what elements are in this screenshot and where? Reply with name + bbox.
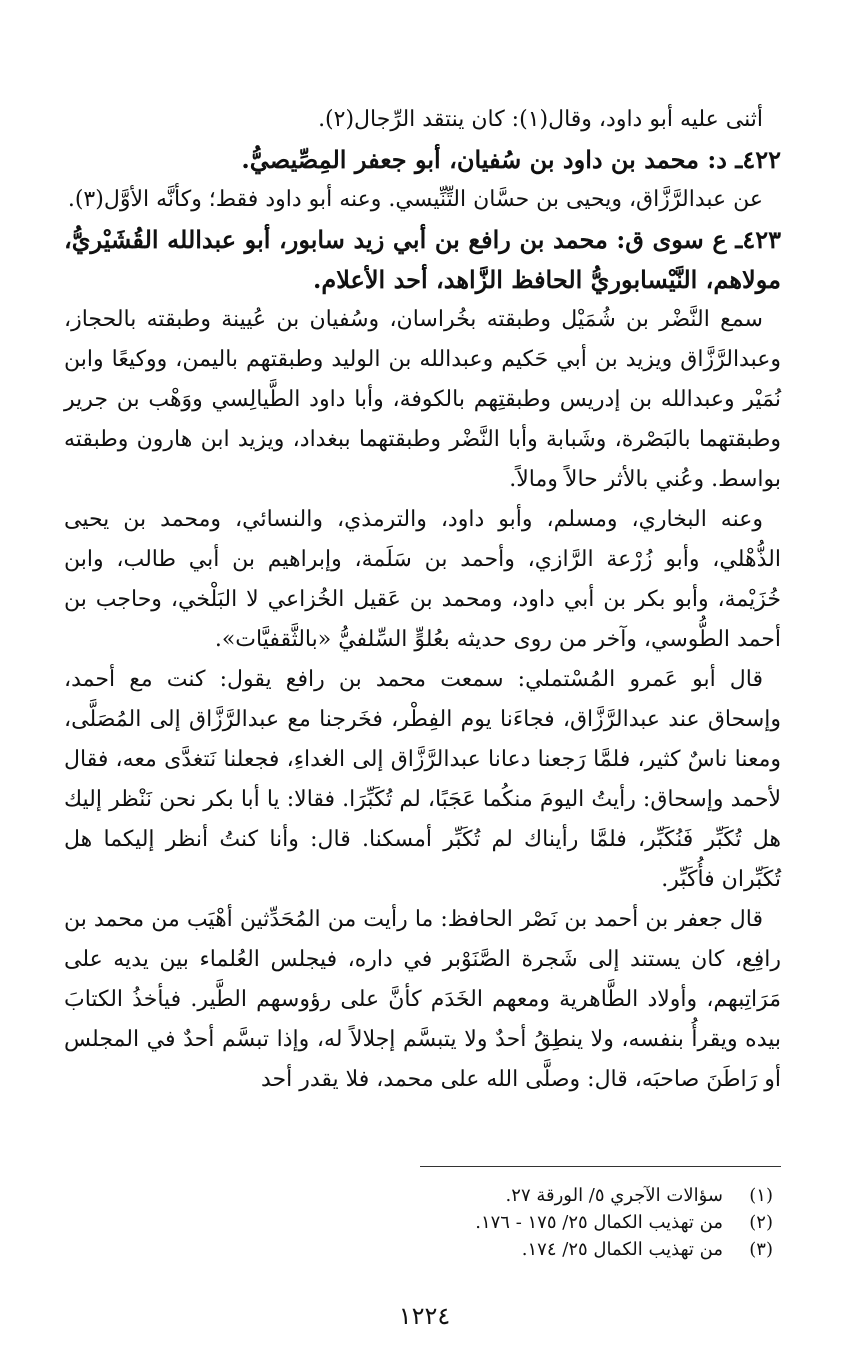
paragraph-teachers: سمع النَّضْر بن شُمَيْل وطبقته بخُراسان، وسُفيان بن عُيينة وطبقته بالحجاز، وعبدالرَّزَّاق ويزيد بن أبي حَكيم وعبدالله بن الوليد وطبقتهم باليمن، ووكيعًا وابن نُمَيْر وعبدالله بن إدريس وطبقتِهم بالكوفة، وأبا داود الطَّيالِسي ووَهْب بن جرير وطبقتهما بالبَصْرة، وشَبابة وأبا النَّضْر وطبقتهما ببغداد، ويزيد ابن هارون وطبقته بواسط. وعُني بالأثر حالاً ومالاً. <box>64 307 782 492</box>
paragraph-eid-story: قال أبو عَمرو المُسْتملي: سمعت محمد بن رافع يقول: كنت مع أحمد، وإسحاق عند عبدالرَّزَّاق، فجاءَنا يوم الفِطْر، فخَرجنا مع عبدالرَّزَّاق إلى المُصَلَّى، ومعنا ناسٌ كثير، فلمَّا رَجعنا دعانا عبدالرَّزَّاق إلى الغداءِ، فجعلنا نَتغدَّى معه، فقال لأحمد وإسحاق: رأيتُ اليومَ منكُما عَجَبًا، لم تُكَبِّرَا. فقالا: يا أبا بكر نحن نَنْظر إليك هل تُكَبِّر فَنُكَبِّر، فلمَّا رأيناك لم تُكَبِّر أمسكنا. قال: وأنا كنتُ أنظر إليكما هل تُكَبِّران فأُكَبِّر. <box>64 667 781 892</box>
paragraph-422: عن عبدالرَّزَّاق، ويحيى بن حسَّان التِّنِّيسي. وعنه أبو داود فقط؛ وكأنَّه الأوَّل(٣). <box>67 187 763 212</box>
footnote-text: من تهذيب الكمال ٢٥/ ١٧٤. <box>521 1239 723 1260</box>
page-number: ١٢٢٤ <box>398 1302 451 1330</box>
main-text <box>64 100 781 1100</box>
footnote-3 <box>64 1236 773 1263</box>
footnote-text: سؤالات الآجري ٥/ الورقة ٢٧. <box>505 1185 723 1206</box>
paragraph-intro: أثنى عليه أبو داود، وقال(١): كان ينتقد الرِّجال(٢). <box>318 107 763 132</box>
paragraph-majesty: قال جعفر بن أحمد بن نَصْر الحافظ: ما رأيت من المُحَدِّثين أهْيَب من محمد بن رافِع، كان يستند إلى شَجرة الصَّنَوْبر في داره، فيجلس العُلماء بين يديه على مَرَاتِبهم، وأولاد الطَّاهرية ومعهم الخَدَم كأنَّ على رؤوسهم الطَّير. فيأخذُ الكتابَ بيده ويقرأُ بنفسه، ولا ينطِقُ أحدٌ ولا يتبسَّم إجلالاً له، وإذا تبسَّم أحدٌ في المجلس أو رَاطَنَ صاحبَه، قال: وصلَّى الله على محمد، فلا يقدر أحد <box>64 907 781 1092</box>
entry-title-422: ٤٢٢ـ د: محمد بن داود بن سُفيان، أبو جعفر المِصِّيصيُّ. <box>241 145 781 174</box>
footnote-1 <box>64 1182 773 1209</box>
paragraph-students: وعنه البخاري، ومسلم، وأبو داود، والترمذي، والنسائي، ومحمد بن يحيى الذُّهْلي، وأبو زُرْعة الرَّازي، وأحمد بن سَلَمة، وإبراهيم بن أبي طالب، وابن خُزَيْمة، وأبو بكر بن أبي داود، ومحمد بن عَقيل الخُزاعي لا البَلْخي، وحاجب بن أحمد الطُّوسي، وآخر من روى حديثه بعُلوٍّ السِّلفيُّ «بالثَّقفيَّات». <box>64 507 781 652</box>
footnotes <box>64 1182 773 1263</box>
entry-title-423: ٤٢٣ـ ع سوى ق: محمد بن رافع بن أبي زيد سابور، أبو عبدالله القُشَيْريُّ، مولاهم، النَّيْسابوريُّ الحافظ الزَّاهد، أحد الأعلام. <box>64 225 781 294</box>
footnote-number: (٣) <box>749 1239 773 1260</box>
footnote-text: من تهذيب الكمال ٢٥/ ١٧٥ - ١٧٦. <box>475 1212 723 1233</box>
footnote-number: (١) <box>749 1185 773 1206</box>
footnote-number: (٢) <box>749 1212 773 1233</box>
footnote-2 <box>64 1209 773 1236</box>
footnote-divider <box>420 1166 781 1167</box>
